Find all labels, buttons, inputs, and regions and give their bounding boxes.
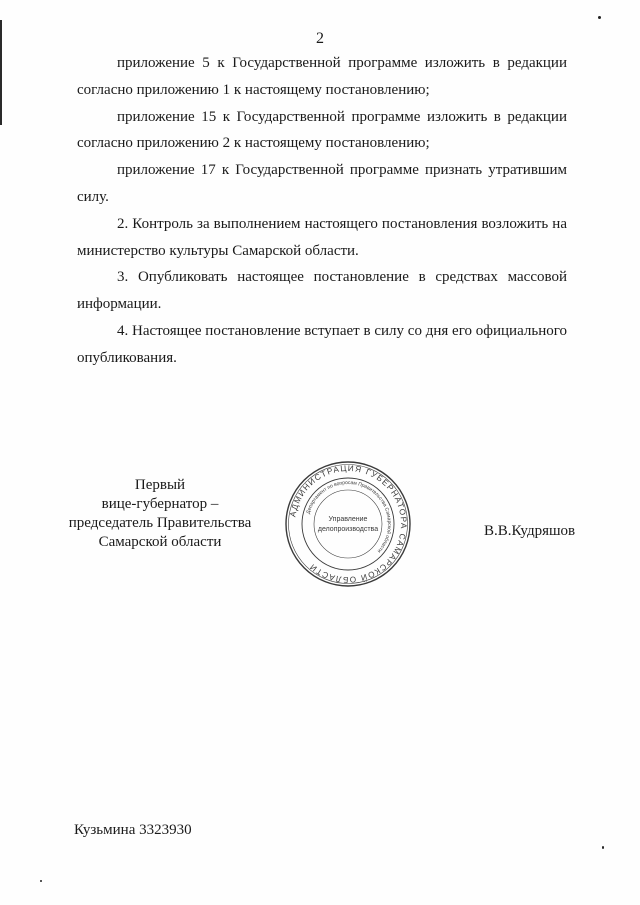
seal-outer-text: АДМИНИСТРАЦИЯ ГУБЕРНАТОРА САМАРСКОЙ ОБЛАСТИ [288, 463, 409, 585]
executor-contact: Кузьмина 3323930 [74, 822, 192, 838]
position-line: Самарской области [98, 534, 222, 550]
paragraph: 2. Контроль за выполнением настоящего постановления возложить на министерство культуры Самарской области. [77, 215, 567, 259]
paragraph: 4. Настоящее постановление вступает в силу со дня его официального опубликования. [77, 322, 567, 366]
document-body [77, 50, 567, 372]
paragraph: приложение 15 к Государственной программе изложить в редакции согласно приложению 2 к настоящему постановлению; [77, 108, 567, 152]
signatory-name: В.В.Кудряшов [484, 523, 576, 539]
position-line: вице-губернатор – [101, 496, 219, 512]
seal-center-line: делопроизводства [317, 526, 379, 533]
scan-speck [40, 880, 42, 882]
paragraph: приложение 17 к Государственной программе признать утратившим силу. [77, 162, 567, 205]
page-number: 2 [316, 30, 324, 47]
position-line: Первый [134, 477, 186, 493]
seal-center-line: Управление [328, 516, 368, 523]
scan-speck [598, 16, 601, 19]
paragraph: 3. Опубликовать настоящее постановление в средствах массовой информации. [77, 269, 567, 313]
official-seal [284, 460, 412, 588]
seal-inner-text: Департамент по вопросам Правительства Самарской области [305, 479, 393, 554]
position-line: председатель Правительства [68, 515, 252, 531]
signatory-position [60, 476, 260, 552]
scan-speck [602, 846, 604, 849]
paragraph: приложение 5 к Государственной программе изложить в редакции согласно приложению 1 к настоящему постановлению; [77, 55, 567, 98]
